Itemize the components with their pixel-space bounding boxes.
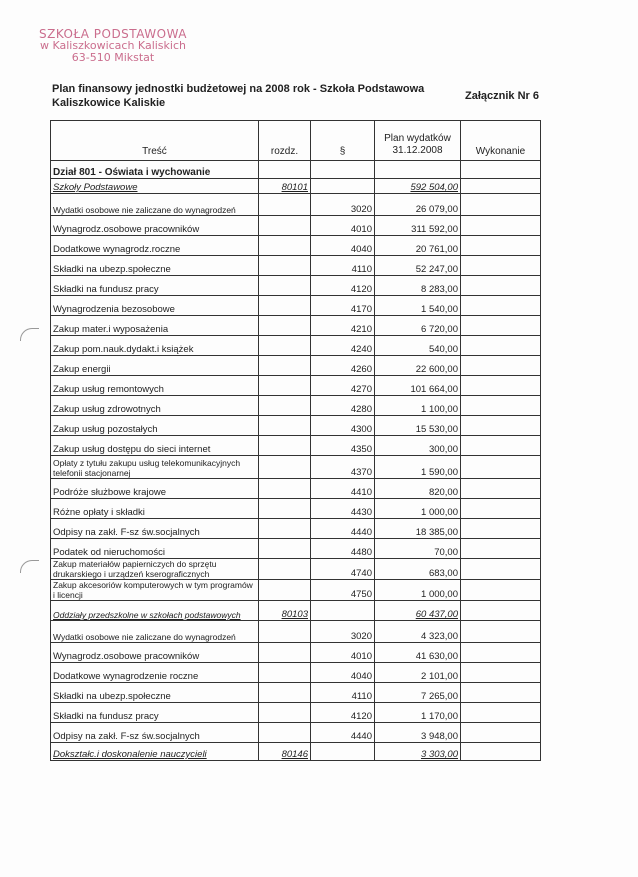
row-description: Wynagrodz.osobowe pracowników xyxy=(51,643,259,663)
punch-hole-mark xyxy=(20,328,39,341)
row-execution xyxy=(461,194,541,216)
table-row xyxy=(51,580,541,601)
document-title xyxy=(52,82,432,110)
table-cell xyxy=(461,161,541,179)
row-rozdz xyxy=(259,194,311,216)
row-rozdz xyxy=(259,416,311,436)
row-paragraph: 4240 xyxy=(311,336,375,356)
row-plan-amount: 70,00 xyxy=(375,539,461,559)
row-plan-amount: 6 720,00 xyxy=(375,316,461,336)
row-execution xyxy=(461,601,541,621)
table-row xyxy=(51,519,541,539)
row-plan-amount: 8 283,00 xyxy=(375,276,461,296)
row-plan-amount: 540,00 xyxy=(375,336,461,356)
row-plan-amount: 1 100,00 xyxy=(375,396,461,416)
header-plan xyxy=(375,121,461,161)
row-paragraph: 4120 xyxy=(311,276,375,296)
table-row xyxy=(51,416,541,436)
row-plan-amount: 2 101,00 xyxy=(375,663,461,683)
row-paragraph: 4010 xyxy=(311,643,375,663)
row-rozdz xyxy=(259,296,311,316)
section-title: Dział 801 - Oświata i wychowanie xyxy=(51,161,259,179)
table-row xyxy=(51,396,541,416)
row-paragraph: 4270 xyxy=(311,376,375,396)
row-rozdz xyxy=(259,539,311,559)
row-description: Zakup pom.nauk.dydakt.i książek xyxy=(51,336,259,356)
row-rozdz xyxy=(259,723,311,743)
table-row xyxy=(51,723,541,743)
row-rozdz xyxy=(259,621,311,643)
row-paragraph: 4260 xyxy=(311,356,375,376)
row-paragraph: 4300 xyxy=(311,416,375,436)
row-execution xyxy=(461,479,541,499)
row-rozdz xyxy=(259,479,311,499)
row-execution xyxy=(461,236,541,256)
row-paragraph: 4350 xyxy=(311,436,375,456)
row-execution xyxy=(461,643,541,663)
row-plan-amount: 311 592,00 xyxy=(375,216,461,236)
row-description: Odpisy na zakł. F-sz św.socjalnych xyxy=(51,723,259,743)
row-execution xyxy=(461,376,541,396)
row-paragraph: 4040 xyxy=(311,663,375,683)
row-plan-amount: 41 630,00 xyxy=(375,643,461,663)
header-paragraph: § xyxy=(311,121,375,161)
row-execution xyxy=(461,559,541,580)
table-row xyxy=(51,436,541,456)
row-plan-amount: 22 600,00 xyxy=(375,356,461,376)
row-execution xyxy=(461,216,541,236)
table-row xyxy=(51,256,541,276)
row-execution xyxy=(461,276,541,296)
row-description: Wydatki osobowe nie zaliczane do wynagrodzeń xyxy=(51,621,259,643)
row-rozdz xyxy=(259,559,311,580)
row-description: Zakup akcesoriów komputerowych w tym programów i licencji xyxy=(51,580,259,601)
row-paragraph: 4120 xyxy=(311,703,375,723)
row-rozdz xyxy=(259,499,311,519)
row-rozdz xyxy=(259,436,311,456)
row-description: Dodatkowe wynagrodz.roczne xyxy=(51,236,259,256)
table-row xyxy=(51,276,541,296)
row-plan-amount: 1 000,00 xyxy=(375,580,461,601)
row-description: Podatek od nieruchomości xyxy=(51,539,259,559)
row-execution xyxy=(461,519,541,539)
row-description: Zakup usług zdrowotnych xyxy=(51,396,259,416)
header-rozdz: rozdz. xyxy=(259,121,311,161)
row-rozdz xyxy=(259,683,311,703)
row-paragraph: 4430 xyxy=(311,499,375,519)
row-description: Wydatki osobowe nie zaliczane do wynagrodzeń xyxy=(51,194,259,216)
table-row xyxy=(51,663,541,683)
stamp-line-2: w Kaliszkowicach Kaliskich xyxy=(40,39,186,52)
row-paragraph: 4370 xyxy=(311,456,375,479)
row-plan-amount: 1 170,00 xyxy=(375,703,461,723)
row-paragraph: 4170 xyxy=(311,296,375,316)
header-execution: Wykonanie xyxy=(461,121,541,161)
row-plan-amount: 300,00 xyxy=(375,436,461,456)
row-rozdz xyxy=(259,316,311,336)
row-rozdz xyxy=(259,643,311,663)
row-execution xyxy=(461,683,541,703)
row-plan-amount: 52 247,00 xyxy=(375,256,461,276)
row-paragraph: 4740 xyxy=(311,559,375,580)
table-cell xyxy=(259,161,311,179)
row-plan-amount: 820,00 xyxy=(375,479,461,499)
row-description: Opłaty z tytułu zakupu usług telekomunikacyjnych telefonii stacjonarnej xyxy=(51,456,259,479)
row-execution xyxy=(461,316,541,336)
row-description: Zakup usług remontowych xyxy=(51,376,259,396)
row-rozdz xyxy=(259,336,311,356)
row-rozdz xyxy=(259,580,311,601)
row-plan-amount: 7 265,00 xyxy=(375,683,461,703)
row-description: Dodatkowe wynagrodzenie roczne xyxy=(51,663,259,683)
row-rozdz: 80103 xyxy=(259,601,311,621)
row-plan-amount: 683,00 xyxy=(375,559,461,580)
row-plan-amount: 20 761,00 xyxy=(375,236,461,256)
table-row xyxy=(51,296,541,316)
row-paragraph: 4410 xyxy=(311,479,375,499)
table-row xyxy=(51,456,541,479)
header-plan-line-1: Plan wydatków xyxy=(384,133,451,144)
row-paragraph: 4440 xyxy=(311,723,375,743)
table-row xyxy=(51,194,541,216)
table-row xyxy=(51,703,541,723)
row-description: Wynagrodz.osobowe pracowników xyxy=(51,216,259,236)
stamp-line-3: 63-510 Mikstat xyxy=(71,51,155,64)
row-paragraph: 4110 xyxy=(311,256,375,276)
row-plan-amount: 26 079,00 xyxy=(375,194,461,216)
row-rozdz: 80146 xyxy=(259,743,311,761)
row-description: Zakup usług pozostałych xyxy=(51,416,259,436)
row-paragraph: 4440 xyxy=(311,519,375,539)
header-desc: Treść xyxy=(51,121,259,161)
row-description: Różne opłaty i składki xyxy=(51,499,259,519)
row-description: Składki na ubezp.społeczne xyxy=(51,683,259,703)
row-description: Szkoły Podstawowe xyxy=(51,179,259,194)
row-plan-amount: 1 590,00 xyxy=(375,456,461,479)
row-rozdz xyxy=(259,663,311,683)
row-plan-amount: 18 385,00 xyxy=(375,519,461,539)
subsection-row xyxy=(51,601,541,621)
row-execution xyxy=(461,456,541,479)
table-row xyxy=(51,479,541,499)
row-description: Zakup mater.i wyposażenia xyxy=(51,316,259,336)
table-cell xyxy=(375,161,461,179)
table-row xyxy=(51,216,541,236)
row-rozdz xyxy=(259,519,311,539)
row-plan-amount: 4 323,00 xyxy=(375,621,461,643)
row-paragraph: 4040 xyxy=(311,236,375,256)
row-paragraph xyxy=(311,743,375,761)
row-description: Odpisy na zakł. F-sz św.socjalnych xyxy=(51,519,259,539)
row-rozdz xyxy=(259,376,311,396)
row-description: Oddziały przedszkolne w szkołach podstawowych xyxy=(51,601,259,621)
row-description: Wynagrodzenia bezosobowe xyxy=(51,296,259,316)
row-execution xyxy=(461,723,541,743)
row-execution xyxy=(461,743,541,761)
table-cell xyxy=(311,161,375,179)
row-rozdz xyxy=(259,456,311,479)
row-rozdz xyxy=(259,703,311,723)
row-execution xyxy=(461,336,541,356)
punch-hole-mark xyxy=(20,560,39,573)
row-paragraph: 4110 xyxy=(311,683,375,703)
row-execution xyxy=(461,416,541,436)
row-execution xyxy=(461,396,541,416)
budget-table xyxy=(50,120,541,761)
row-rozdz: 80101 xyxy=(259,179,311,194)
row-rozdz xyxy=(259,256,311,276)
row-execution xyxy=(461,499,541,519)
row-plan-amount: 592 504,00 xyxy=(375,179,461,194)
row-description: Składki na fundusz pracy xyxy=(51,276,259,296)
row-description: Zakup usług dostępu do sieci internet xyxy=(51,436,259,456)
row-paragraph: 4750 xyxy=(311,580,375,601)
row-rozdz xyxy=(259,236,311,256)
row-plan-amount: 101 664,00 xyxy=(375,376,461,396)
header-plan-line-2: 31.12.2008 xyxy=(392,145,443,156)
table-row xyxy=(51,643,541,663)
school-stamp xyxy=(28,28,198,64)
table-row xyxy=(51,499,541,519)
table-row xyxy=(51,336,541,356)
row-execution xyxy=(461,663,541,683)
stamp-line-1: SZKOŁA PODSTAWOWA xyxy=(39,27,187,41)
row-execution xyxy=(461,296,541,316)
row-paragraph: 3020 xyxy=(311,194,375,216)
row-plan-amount: 1 540,00 xyxy=(375,296,461,316)
row-paragraph xyxy=(311,601,375,621)
row-description: Składki na fundusz pracy xyxy=(51,703,259,723)
row-rozdz xyxy=(259,216,311,236)
row-paragraph: 4210 xyxy=(311,316,375,336)
row-description: Zakup materiałów papierniczych do sprzętu drukarskiego i urządzeń kserograficznych xyxy=(51,559,259,580)
table-row xyxy=(51,559,541,580)
row-execution xyxy=(461,356,541,376)
row-execution xyxy=(461,256,541,276)
row-execution xyxy=(461,436,541,456)
table-header-row xyxy=(51,121,541,161)
row-plan-amount: 3 948,00 xyxy=(375,723,461,743)
row-rozdz xyxy=(259,396,311,416)
table-row xyxy=(51,539,541,559)
section-row xyxy=(51,161,541,179)
annex-label: Załącznik Nr 6 xyxy=(465,90,539,102)
row-description: Składki na ubezp.społeczne xyxy=(51,256,259,276)
row-plan-amount: 3 303,00 xyxy=(375,743,461,761)
row-rozdz xyxy=(259,276,311,296)
row-description: Podróże służbowe krajowe xyxy=(51,479,259,499)
table-row xyxy=(51,356,541,376)
row-plan-amount: 15 530,00 xyxy=(375,416,461,436)
subsection-row xyxy=(51,743,541,761)
title-line-2: Kaliszkowice Kaliskie xyxy=(52,97,166,109)
row-execution xyxy=(461,179,541,194)
row-paragraph: 4010 xyxy=(311,216,375,236)
title-line-1: Plan finansowy jednostki budżetowej na 2008 rok - Szkoła Podstawowa xyxy=(52,83,425,95)
table-row xyxy=(51,316,541,336)
subsection-row xyxy=(51,179,541,194)
row-description: Zakup energii xyxy=(51,356,259,376)
row-rozdz xyxy=(259,356,311,376)
row-execution xyxy=(461,580,541,601)
row-paragraph: 4480 xyxy=(311,539,375,559)
row-execution xyxy=(461,539,541,559)
row-execution xyxy=(461,703,541,723)
table-row xyxy=(51,236,541,256)
row-description: Dokształc.i doskonalenie nauczycieli xyxy=(51,743,259,761)
row-plan-amount: 1 000,00 xyxy=(375,499,461,519)
row-plan-amount: 60 437,00 xyxy=(375,601,461,621)
table-row xyxy=(51,683,541,703)
table-row xyxy=(51,376,541,396)
table-row xyxy=(51,621,541,643)
row-execution xyxy=(461,621,541,643)
row-paragraph: 3020 xyxy=(311,621,375,643)
row-paragraph: 4280 xyxy=(311,396,375,416)
row-paragraph xyxy=(311,179,375,194)
